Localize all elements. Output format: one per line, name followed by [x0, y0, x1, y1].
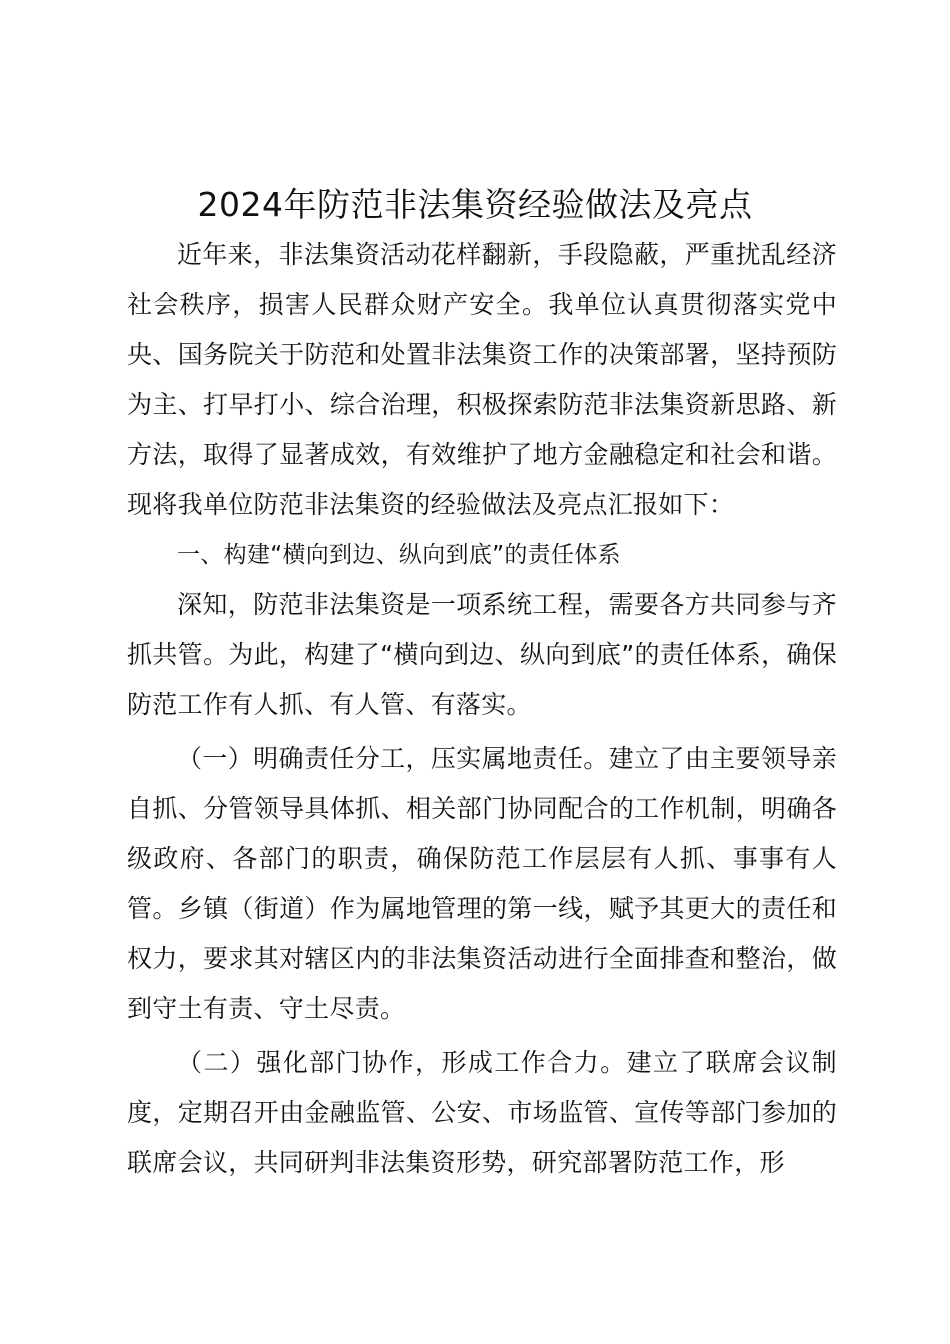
subsection-2-paragraph: （二）强化部门协作，形成工作合力。建立了联席会议制度，定期召开由金融监管、公安、市场监管、宣传等部门参加的联席会议，共同研判非法集资形势，研究部署防范工作，形 [127, 1048, 837, 1177]
intro-paragraph: 近年来，非法集资活动花样翻新，手段隐蔽，严重扰乱经济社会秩序，损害人民群众财产安全。我单位认真贯彻落实党中央、国务院关于防范和处置非法集资工作的决策部署，坚持预防为主、打早打小、综合治理，积极探索防范非法集资新思路、新方法，取得了显著成效，有效维护了地方金融稳定和社会和谐。现将我单位防范非法集资的经验做法及亮点汇报如下： [127, 240, 837, 519]
section-1-paragraph: 深知，防范非法集资是一项系统工程，需要各方共同参与齐抓共管。为此，构建了“横向到边、纵向到底”的责任体系，确保防范工作有人抓、有人管、有落实。 [127, 590, 837, 719]
section-heading-1: 一、构建“横向到边、纵向到底”的责任体系 [177, 542, 621, 568]
document-body [127, 230, 837, 1188]
subsection-1-paragraph: （一）明确责任分工，压实属地责任。建立了由主要领导亲自抓、分管领导具体抓、相关部门协同配合的工作机制，明确各级政府、各部门的职责，确保防范工作层层有人抓、事事有人管。乡镇（街道）作为属地管理的第一线，赋予其更大的责任和权力，要求其对辖区内的非法集资活动进行全面排查和整治，做到守土有责、守土尽责。 [127, 744, 837, 1023]
document-title: 2024年防范非法集资经验做法及亮点 [197, 185, 753, 224]
